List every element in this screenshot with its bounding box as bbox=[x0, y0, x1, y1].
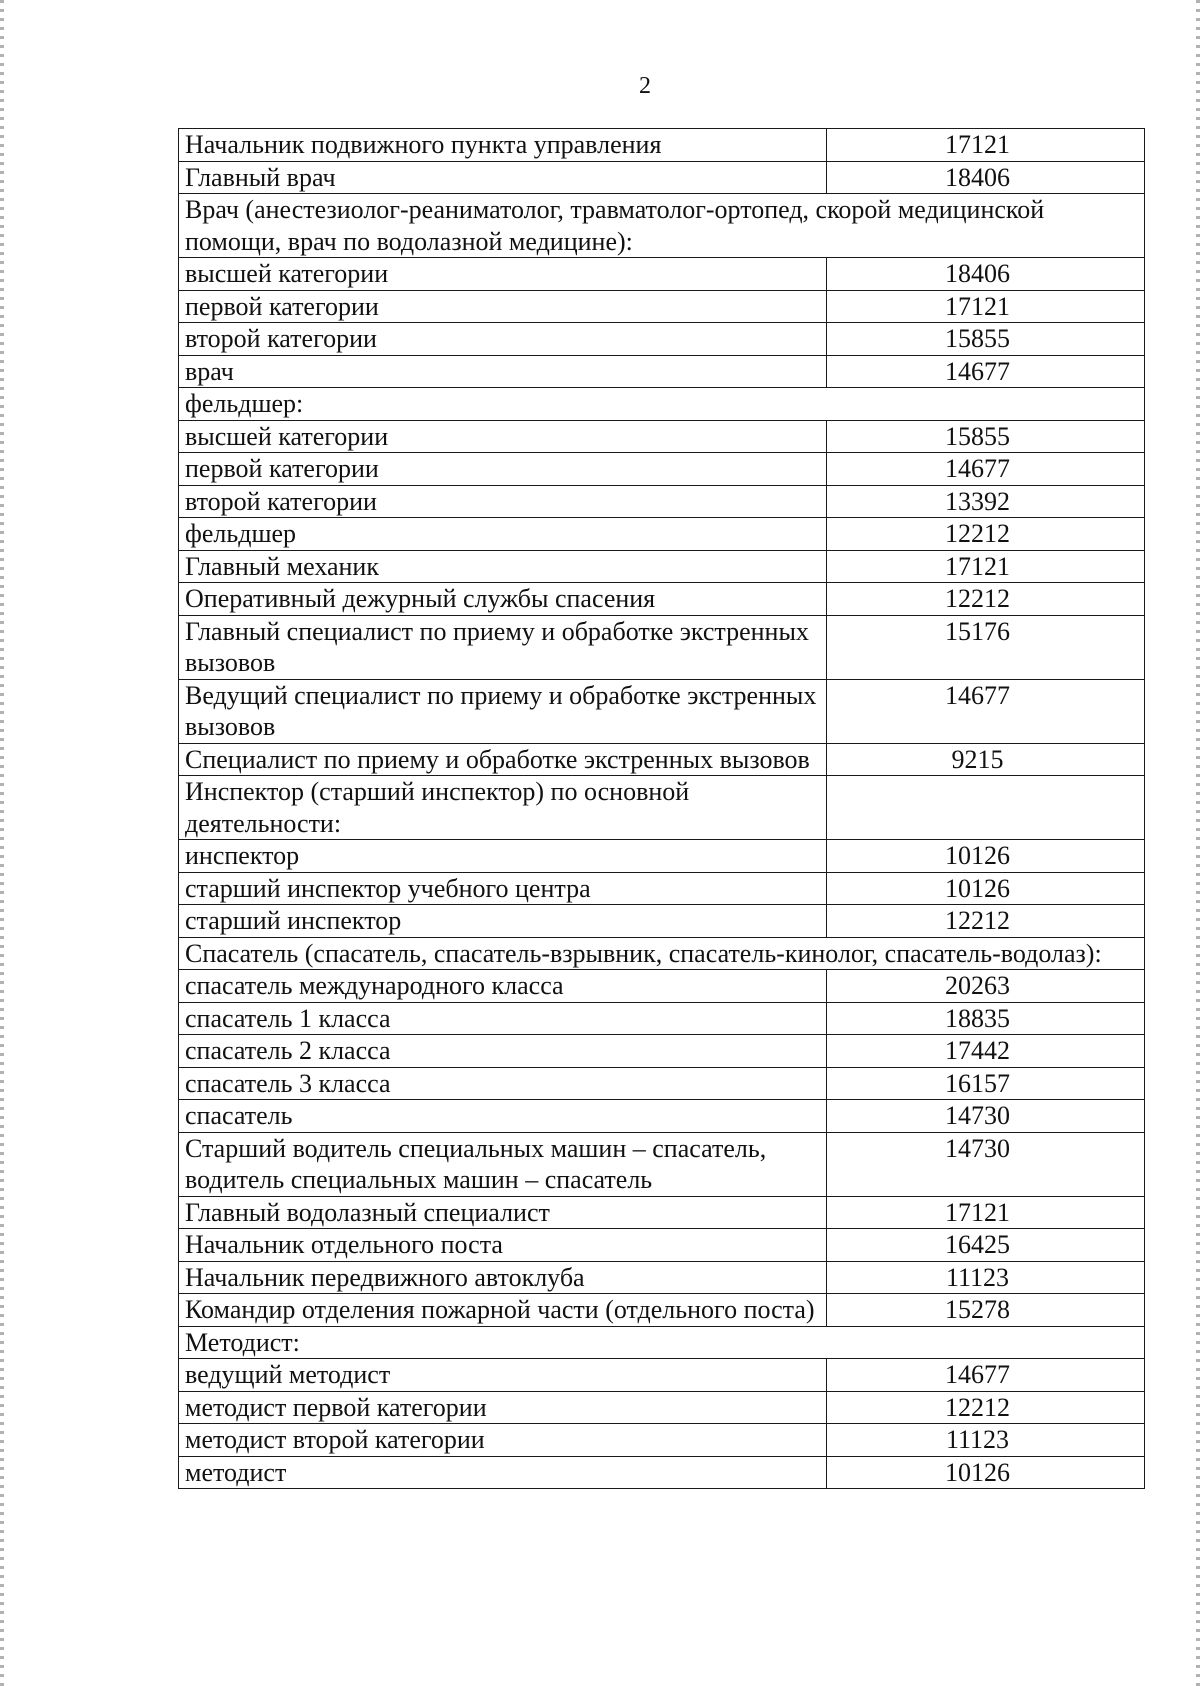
position-name: спасатель 1 класса bbox=[179, 1002, 827, 1035]
table-row bbox=[179, 679, 1145, 743]
position-name: методист второй категории bbox=[179, 1424, 827, 1457]
position-name: второй категории bbox=[179, 323, 827, 356]
table-row bbox=[179, 583, 1145, 616]
table-row bbox=[179, 290, 1145, 323]
salary-value: 10126 bbox=[827, 840, 1145, 873]
salary-value: 20263 bbox=[827, 970, 1145, 1003]
table-row bbox=[179, 1229, 1145, 1262]
salary-value: 18406 bbox=[827, 258, 1145, 291]
salary-value: 18835 bbox=[827, 1002, 1145, 1035]
section-heading: фельдшер: bbox=[179, 388, 1145, 421]
table-row bbox=[179, 1100, 1145, 1133]
table-row bbox=[179, 1035, 1145, 1068]
position-name: ведущий методист bbox=[179, 1359, 827, 1392]
table-row bbox=[179, 776, 1145, 840]
position-name: Главный водолазный специалист bbox=[179, 1196, 827, 1229]
position-name: врач bbox=[179, 355, 827, 388]
salary-value: 12212 bbox=[827, 518, 1145, 551]
section-row bbox=[179, 388, 1145, 421]
table-row bbox=[179, 743, 1145, 776]
salary-value: 17121 bbox=[827, 550, 1145, 583]
table-row bbox=[179, 355, 1145, 388]
position-name: Начальник подвижного пункта управления bbox=[179, 129, 827, 162]
salary-table bbox=[178, 128, 1145, 1489]
salary-value: 12212 bbox=[827, 1391, 1145, 1424]
section-row bbox=[179, 937, 1145, 970]
table-row bbox=[179, 1359, 1145, 1392]
salary-value: 11123 bbox=[827, 1424, 1145, 1457]
position-name: Ведущий специалист по приему и обработке экстренных вызовов bbox=[179, 679, 827, 743]
table-row bbox=[179, 872, 1145, 905]
salary-value: 14730 bbox=[827, 1132, 1145, 1196]
salary-value: 11123 bbox=[827, 1261, 1145, 1294]
table-body bbox=[179, 129, 1145, 1489]
position-name: спасатель 2 класса bbox=[179, 1035, 827, 1068]
table-row bbox=[179, 420, 1145, 453]
table-row bbox=[179, 258, 1145, 291]
salary-value: 14677 bbox=[827, 453, 1145, 486]
position-name: спасатель bbox=[179, 1100, 827, 1133]
salary-value: 12212 bbox=[827, 583, 1145, 616]
position-name: инспектор bbox=[179, 840, 827, 873]
section-heading: Методист: bbox=[179, 1326, 1145, 1359]
position-name: фельдшер bbox=[179, 518, 827, 551]
position-name: методист первой категории bbox=[179, 1391, 827, 1424]
position-name: спасатель международного класса bbox=[179, 970, 827, 1003]
salary-value: 14677 bbox=[827, 679, 1145, 743]
position-name: спасатель 3 класса bbox=[179, 1067, 827, 1100]
table-row bbox=[179, 323, 1145, 356]
table-row bbox=[179, 970, 1145, 1003]
table-row bbox=[179, 1456, 1145, 1489]
salary-value bbox=[827, 776, 1145, 840]
salary-value: 14730 bbox=[827, 1100, 1145, 1133]
table-row bbox=[179, 161, 1145, 194]
position-name: старший инспектор bbox=[179, 905, 827, 938]
salary-value: 15278 bbox=[827, 1294, 1145, 1327]
salary-value: 10126 bbox=[827, 872, 1145, 905]
position-name: первой категории bbox=[179, 453, 827, 486]
salary-value: 18406 bbox=[827, 161, 1145, 194]
position-name: старший инспектор учебного центра bbox=[179, 872, 827, 905]
table-row bbox=[179, 615, 1145, 679]
table-row bbox=[179, 1261, 1145, 1294]
scan-edge-left bbox=[0, 0, 4, 1686]
position-name: методист bbox=[179, 1456, 827, 1489]
table-row bbox=[179, 1196, 1145, 1229]
position-name: высшей категории bbox=[179, 258, 827, 291]
position-name: Командир отделения пожарной части (отдельного поста) bbox=[179, 1294, 827, 1327]
position-name: первой категории bbox=[179, 290, 827, 323]
position-name: высшей категории bbox=[179, 420, 827, 453]
salary-value: 15855 bbox=[827, 323, 1145, 356]
page-number: 2 bbox=[639, 73, 651, 99]
table-row bbox=[179, 129, 1145, 162]
table-row bbox=[179, 1132, 1145, 1196]
salary-value: 16157 bbox=[827, 1067, 1145, 1100]
salary-value: 10126 bbox=[827, 1456, 1145, 1489]
section-row bbox=[179, 1326, 1145, 1359]
position-name: Инспектор (старший инспектор) по основной деятельности: bbox=[179, 776, 827, 840]
position-name: Специалист по приему и обработке экстренных вызовов bbox=[179, 743, 827, 776]
table-row bbox=[179, 1002, 1145, 1035]
salary-value: 14677 bbox=[827, 1359, 1145, 1392]
salary-value: 12212 bbox=[827, 905, 1145, 938]
position-name: Главный врач bbox=[179, 161, 827, 194]
salary-value: 14677 bbox=[827, 355, 1145, 388]
position-name: Главный механик bbox=[179, 550, 827, 583]
salary-value: 17121 bbox=[827, 290, 1145, 323]
table-row bbox=[179, 905, 1145, 938]
table-row bbox=[179, 1391, 1145, 1424]
table-row bbox=[179, 453, 1145, 486]
table-row bbox=[179, 1294, 1145, 1327]
salary-value: 13392 bbox=[827, 485, 1145, 518]
position-name: Старший водитель специальных машин – спасатель, водитель специальных машин – спасатель bbox=[179, 1132, 827, 1196]
section-heading: Спасатель (спасатель, спасатель-взрывник, спасатель-кинолог, спасатель-водолаз): bbox=[179, 937, 1145, 970]
table-row bbox=[179, 550, 1145, 583]
table-row bbox=[179, 1067, 1145, 1100]
salary-value: 15176 bbox=[827, 615, 1145, 679]
table-row bbox=[179, 1424, 1145, 1457]
salary-value: 17121 bbox=[827, 1196, 1145, 1229]
salary-value: 17121 bbox=[827, 129, 1145, 162]
salary-value: 16425 bbox=[827, 1229, 1145, 1262]
position-name: второй категории bbox=[179, 485, 827, 518]
position-name: Оперативный дежурный службы спасения bbox=[179, 583, 827, 616]
scan-edge-right bbox=[1196, 0, 1200, 1686]
salary-value: 17442 bbox=[827, 1035, 1145, 1068]
table-row bbox=[179, 518, 1145, 551]
position-name: Начальник отдельного поста bbox=[179, 1229, 827, 1262]
salary-value: 9215 bbox=[827, 743, 1145, 776]
position-name: Главный специалист по приему и обработке экстренных вызовов bbox=[179, 615, 827, 679]
section-heading: Врач (анестезиолог-реаниматолог, травматолог-ортопед, скорой медицинской помощи, врач по водолазной медицине): bbox=[179, 194, 1145, 258]
position-name: Начальник передвижного автоклуба bbox=[179, 1261, 827, 1294]
section-row bbox=[179, 194, 1145, 258]
table-row bbox=[179, 485, 1145, 518]
salary-value: 15855 bbox=[827, 420, 1145, 453]
table-row bbox=[179, 840, 1145, 873]
